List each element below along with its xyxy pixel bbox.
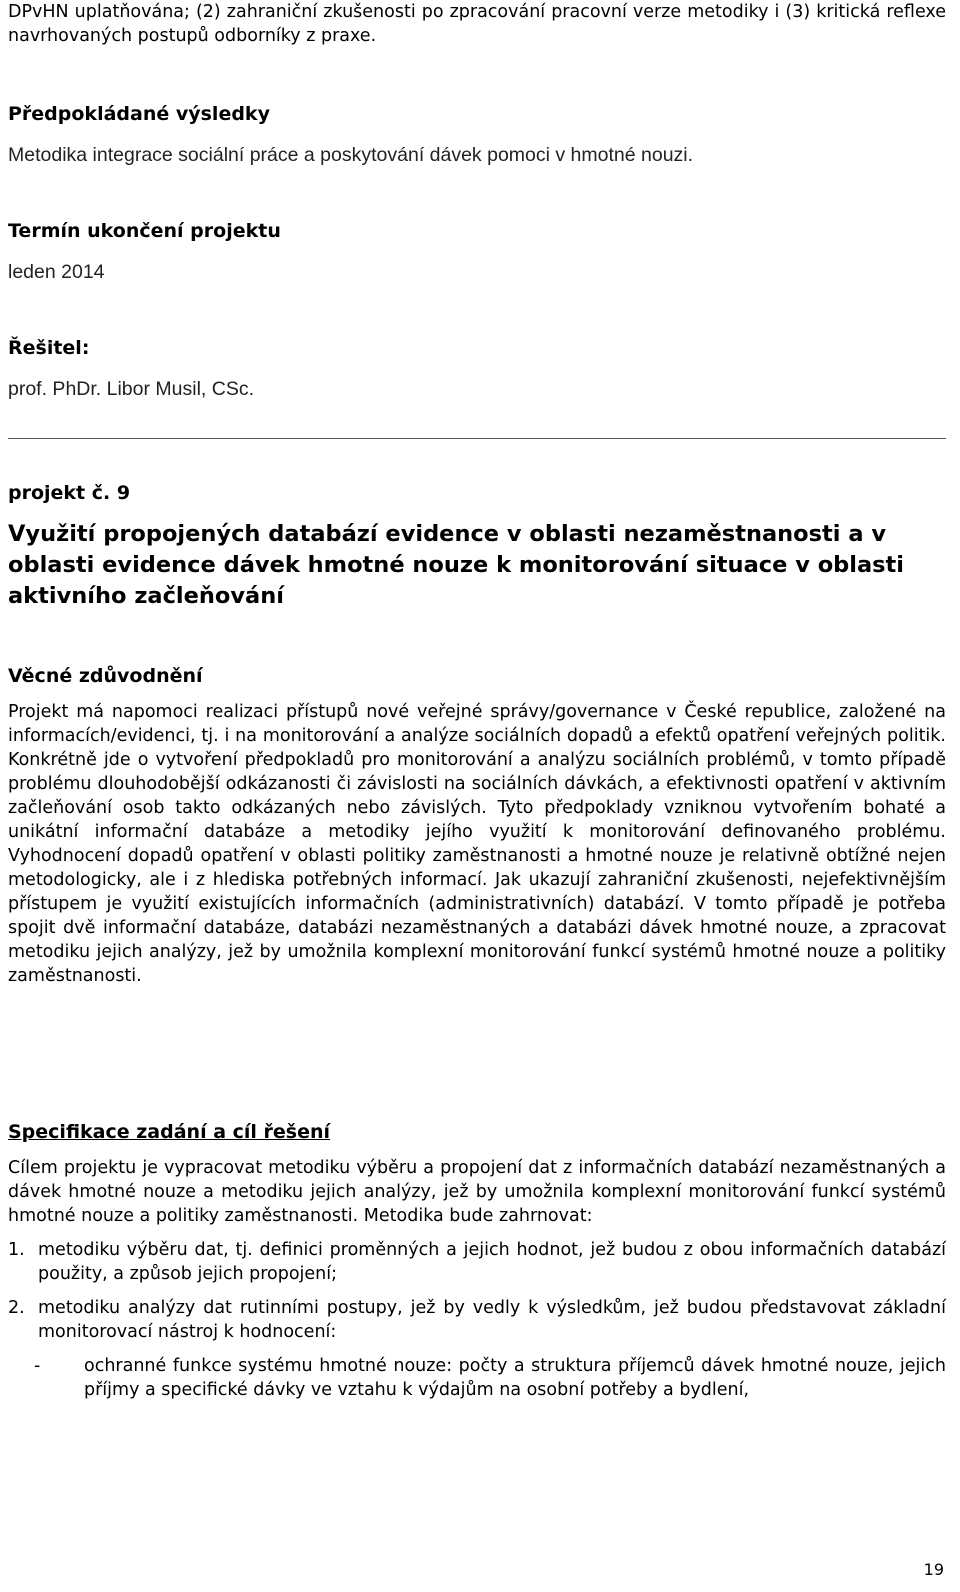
intro-section	[8, 0, 946, 48]
list-item-marker: 2.	[8, 1298, 25, 1318]
page-number: 19	[923, 1560, 944, 1579]
solver-heading: Řešitel:	[8, 337, 90, 359]
end-date-text: leden 2014	[8, 261, 105, 283]
solver-section	[8, 336, 946, 401]
specification-text: Cílem projektu je vypracovat metodiku výběru a propojení dat z informačních databází nezaměstnaných a dávek hmotné nouze a metodiku jejich analýzy, jež by umožnila komplexní monitorování funkcí systémů hmotné nouze a politiky zaměstnanosti. Metodika bude zahrnovat:	[8, 1158, 946, 1226]
section-divider	[8, 438, 946, 439]
list-item	[8, 1296, 946, 1344]
specification-heading: Specifikace zadání a cíl řešení	[8, 1121, 331, 1143]
expected-results-text: Metodika integrace sociální práce a poskytování dávek pomoci v hmotné nouzi.	[8, 144, 694, 166]
list-item	[8, 1238, 946, 1286]
end-date-heading: Termín ukončení projektu	[8, 220, 281, 242]
solver-text: prof. PhDr. Libor Musil, CSc.	[8, 378, 254, 400]
list-item-text: metodiku analýzy dat rutinními postupy, jež by vedly k výsledkům, jež budou představovat základní monitorovací nástroj k hodnocení:	[38, 1298, 946, 1342]
project-title: Využití propojených databází evidence v oblasti nezaměstnanosti a v oblasti evidence dávek hmotné nouze k monitorování situace v oblasti aktivního začleňování	[8, 521, 905, 609]
sub-list-item-marker: -	[34, 1356, 41, 1376]
justification-heading: Věcné zdůvodnění	[8, 665, 203, 687]
project-number: projekt č. 9	[8, 482, 131, 504]
list-item-marker: 1.	[8, 1240, 25, 1260]
justification-section	[8, 664, 946, 988]
intro-text: DPvHN uplatňována; (2) zahraniční zkušenosti po zpracování pracovní verze metodiky i (3) kritická reflexe navrhovaných postupů odborníky z praxe.	[8, 2, 946, 46]
sub-list-item	[8, 1354, 946, 1402]
list-item-text: metodiku výběru dat, tj. definici proměnných a jejich hodnot, jež budou z obou informačních databází použity, a způsob jejich propojení;	[38, 1240, 946, 1284]
justification-text: Projekt má napomoci realizaci přístupů nové veřejné správy/governance v České republice, založené na informacích/evidenci, tj. i na monitorování a analýze sociálních dopadů a efektů opatření veřejných politik. Konkrétně jde o vytvoření předpokladů pro monitorování a analýzu sociálních problémů, v tomto případě problému dlouhodobější odkázanosti či závislosti na sociálních dávkách, a efektivnosti opatření v aktivním začleňování osob takto odkázaných nebo závislých. Tyto předpoklady vzniknou vytvořením bohaté a unikátní informační databáze a metodiky jejího využití k monitorování definovaného problému. Vyhodnocení dopadů opatření v oblasti politiky zaměstnanosti a hmotné nouze je relativně obtížné nejen metodologicky, ale i z hlediska potřebných informací. Jak ukazují zahraniční zkušenosti, nejefektivnějším přístupem je využití existujících informačních (administrativních) databází. V tomto případě je potřeba spojit dvě informační databáze, databázi nezaměstnaných a databázi dávek hmotné nouze, a zpracovat metodiku jejich analýzy, jež by umožnila komplexní monitorování funkcí systémů hmotné nouze a politiky zaměstnanosti.	[8, 702, 946, 986]
project-section	[8, 481, 946, 612]
specification-section	[8, 1120, 946, 1402]
specification-list	[8, 1238, 946, 1402]
expected-results-section	[8, 102, 946, 167]
end-date-section	[8, 219, 946, 284]
sub-list-item-text: ochranné funkce systému hmotné nouze: počty a struktura příjemců dávek hmotné nouze, jejich příjmy a specifické dávky ve vztahu k výdajům na osobní potřeby a bydlení,	[84, 1356, 946, 1400]
expected-results-heading: Předpokládané výsledky	[8, 103, 270, 125]
